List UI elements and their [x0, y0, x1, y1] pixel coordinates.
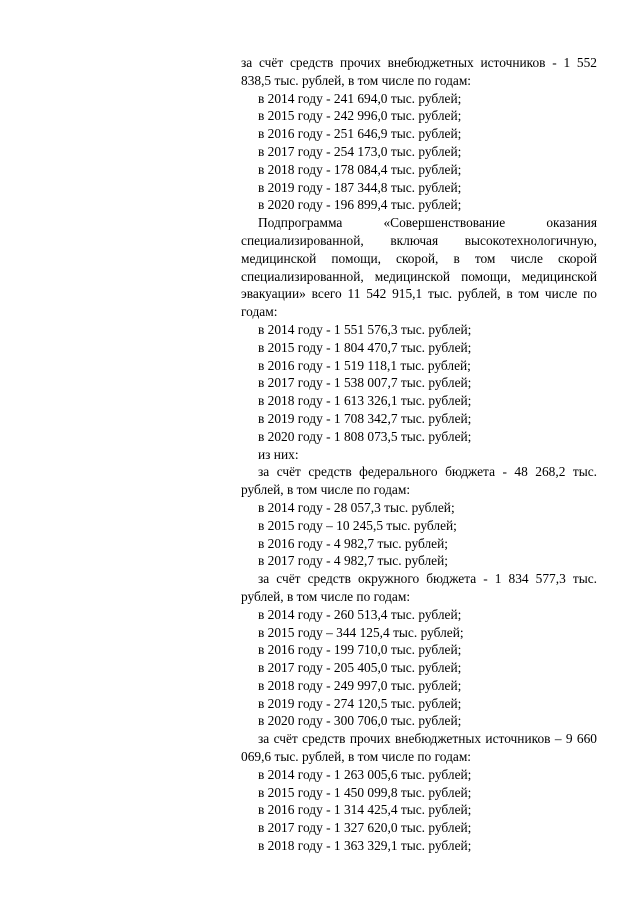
- year-amount-line: в 2017 году - 254 173,0 тыс. рублей;: [258, 143, 462, 159]
- year-amount-line: в 2016 году - 1 519 118,1 тыс. рублей;: [258, 357, 471, 373]
- funding-paragraph: за счёт средств прочих внебюджетных источников - 1 552 838,5 тыс. рублей, в том числе по годам:: [241, 55, 597, 88]
- year-amount-line: в 2015 году - 1 804 470,7 тыс. рублей;: [258, 339, 472, 355]
- funding-paragraph: Подпрограмма «Совершенствование оказания специализированной, включая высокотехнологичную, медицинской помощи, скорой, в том числе скорой специализированной, медицинской помощи, медицинской эвакуации» всего 11 542 915,1 тыс. рублей, в том числе по годам:: [241, 215, 597, 320]
- year-amount-line: в 2017 году - 1 327 620,0 тыс. рублей;: [258, 820, 472, 836]
- year-amount-line: в 2017 году - 4 982,7 тыс. рублей;: [258, 553, 448, 569]
- year-amount-line: в 2018 году - 178 084,4 тыс. рублей;: [258, 161, 462, 177]
- document-page: [241, 54, 597, 855]
- document-body: [241, 54, 597, 855]
- year-amount-line: в 2017 году - 1 538 007,7 тыс. рублей;: [258, 375, 472, 391]
- year-amount-line: в 2019 году - 1 708 342,7 тыс. рублей;: [258, 410, 472, 426]
- year-amount-line: в 2014 году - 28 057,3 тыс. рублей;: [258, 499, 455, 515]
- funding-paragraph: за счёт средств прочих внебюджетных источников – 9 660 069,6 тыс. рублей, в том числе по годам:: [241, 731, 597, 765]
- year-amount-line: в 2016 году - 1 314 425,4 тыс. рублей;: [258, 802, 472, 818]
- year-amount-line: из них:: [258, 446, 299, 462]
- year-amount-line: в 2017 году - 205 405,0 тыс. рублей;: [258, 660, 462, 676]
- year-amount-line: в 2020 году - 196 899,4 тыс. рублей;: [258, 197, 462, 213]
- funding-paragraph: за счёт средств федерального бюджета - 48 268,2 тыс. рублей, в том числе по годам:: [241, 464, 597, 498]
- year-amount-line: в 2016 году - 4 982,7 тыс. рублей;: [258, 535, 448, 551]
- year-amount-line: в 2018 году - 1 363 329,1 тыс. рублей;: [258, 838, 472, 854]
- year-amount-line: в 2018 году - 1 613 326,1 тыс. рублей;: [258, 393, 472, 409]
- year-amount-line: в 2015 году – 10 245,5 тыс. рублей;: [258, 517, 457, 533]
- year-amount-line: в 2019 году - 187 344,8 тыс. рублей;: [258, 179, 462, 195]
- year-amount-line: в 2018 году - 249 997,0 тыс. рублей;: [258, 677, 462, 693]
- year-amount-line: в 2015 году - 1 450 099,8 тыс. рублей;: [258, 784, 472, 800]
- year-amount-line: в 2014 году - 1 263 005,6 тыс. рублей;: [258, 766, 472, 782]
- year-amount-line: в 2014 году - 241 694,0 тыс. рублей;: [258, 90, 462, 106]
- year-amount-line: в 2016 году - 199 710,0 тыс. рублей;: [258, 642, 462, 658]
- year-amount-line: в 2019 году - 274 120,5 тыс. рублей;: [258, 695, 462, 711]
- year-amount-line: в 2014 году - 1 551 576,3 тыс. рублей;: [258, 321, 472, 337]
- funding-paragraph: за счёт средств окружного бюджета - 1 834 577,3 тыс. рублей, в том числе по годам:: [241, 571, 597, 604]
- year-amount-line: в 2014 году - 260 513,4 тыс. рублей;: [258, 606, 462, 622]
- year-amount-line: в 2015 году - 242 996,0 тыс. рублей;: [258, 108, 462, 124]
- year-amount-line: в 2016 году - 251 646,9 тыс. рублей;: [258, 126, 462, 142]
- year-amount-line: в 2015 году – 344 125,4 тыс. рублей;: [258, 624, 464, 640]
- year-amount-line: в 2020 году - 300 706,0 тыс. рублей;: [258, 713, 462, 729]
- year-amount-line: в 2020 году - 1 808 073,5 тыс. рублей;: [258, 428, 472, 444]
